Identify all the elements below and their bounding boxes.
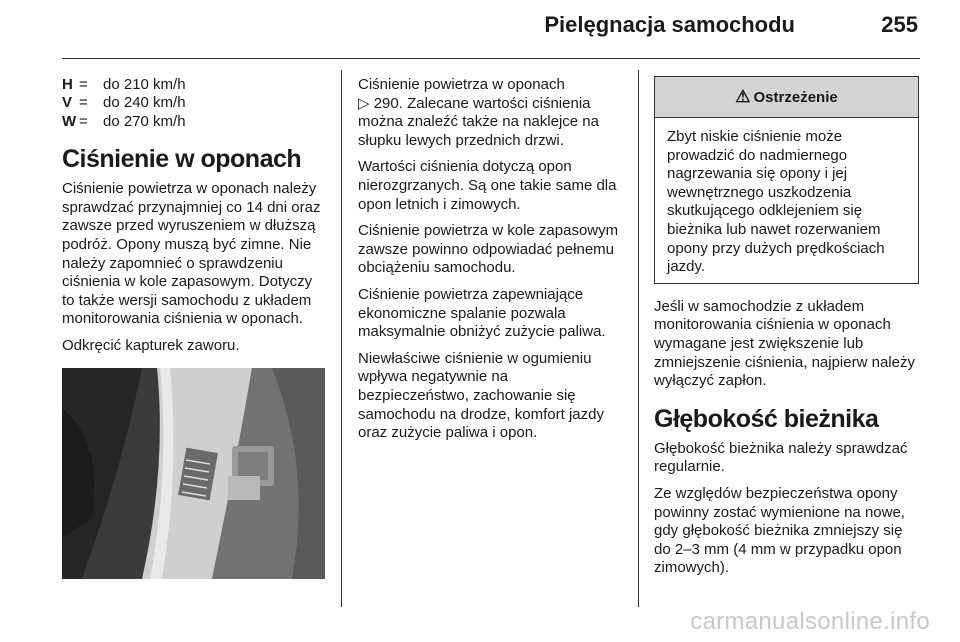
speed-letter: V <box>62 94 73 112</box>
paragraph: Ciśnienie powietrza w kole zapasowym zawsze powinno odpowiadać pełnemu obciążeniu samochodu. <box>358 222 619 277</box>
paragraph: Ze względów bezpieczeństwa opony powinny zostać wymienione na nowe, gdy głębokość bieżnika zmniejszy się do 2–3 mm (4 mm w przypadku opon zimowych). <box>654 484 905 577</box>
page-reference-text: 290. Zalecane wartości ciśnienia można znaleźć także na naklejce na słupku lewych przednich drzwi. <box>358 94 599 149</box>
paragraph: Odkręcić kapturek zaworu. <box>62 336 240 354</box>
paragraph: Głębokość bieżnika należy sprawdzać regularnie. <box>654 439 908 476</box>
column-3 <box>654 76 919 586</box>
paragraph <box>358 76 623 150</box>
speed-row <box>62 113 327 131</box>
paragraph: Ciśnienie powietrza zapewniające ekonomiczne spalanie pozwala maksymalnie obniżyć zużycie paliwa. <box>358 285 606 341</box>
equals-sign: = <box>79 94 88 112</box>
warning-text: Zbyt niskie ciśnienie może prowadzić do nadmiernego nagrzewania się opony i jej wewnętrznego uszkodzenia skutkującego odklejeniem się bieżnika lub nawet rozerwaniem opony przy dużych prędkościach jazdy. <box>667 128 885 276</box>
warning-body <box>655 118 918 283</box>
paragraph: Niewłaściwe ciśnienie w ogumieniu wpływa negatywnie na bezpieczeństwo, zachowanie się samochodu na drodze, komfort jazdy oraz zużycie paliwa i opon. <box>358 349 604 442</box>
warning-title: Ostrzeżenie <box>753 88 838 106</box>
speed-value: do 240 km/h <box>103 94 186 112</box>
section-heading-tread-depth: Głębokość bieżnika <box>654 404 879 433</box>
section-heading-tire-pressure: Ciśnienie w oponach <box>62 145 302 174</box>
column-divider-right <box>638 70 639 607</box>
warning-box <box>654 76 919 284</box>
page-number: 255 <box>881 12 918 37</box>
watermark: carmanualsonline.info <box>690 608 930 635</box>
equals-sign: = <box>79 112 88 130</box>
paragraph: Wartości ciśnienia dotyczą opon nierozgrzanych. Są one takie same dla opon letnich i zimowych. <box>358 158 617 213</box>
door-pillar-sticker-photo <box>62 368 325 579</box>
column-2 <box>358 76 623 451</box>
paragraph: Jeśli w samochodzie z układem monitorowania ciśnienia w oponach wymagane jest zwiększenie lub zmniejszenie ciśnienia, najpierw należy wyłączyć zapłon. <box>654 297 915 390</box>
column-1 <box>62 76 327 579</box>
header-rule <box>62 58 920 59</box>
warning-header <box>655 77 918 118</box>
column-divider-left <box>341 70 342 607</box>
speed-value: do 270 km/h <box>103 112 186 130</box>
warning-triangle-icon: ⚠ <box>735 87 751 106</box>
speed-value: do 210 km/h <box>103 76 186 93</box>
speed-row <box>62 94 327 112</box>
equals-sign: = <box>79 76 88 93</box>
door-pillar-illustration <box>62 368 325 579</box>
paragraph-text: Ciśnienie powietrza w oponach <box>358 76 565 93</box>
speed-letter: W <box>62 112 77 130</box>
chapter-title: Pielęgnacja samochodu <box>544 12 795 37</box>
speed-letter: H <box>62 76 73 93</box>
paragraph: Ciśnienie powietrza w oponach należy sprawdzać przynajmniej co 14 dni oraz zawsze przed wyruszeniem w dłuższą podróż. Opony muszą być zimne. Nie należy zapomnieć o sprawdzeniu ciśnienia w kole zapasowym. Dotyczy to także wersji samochodu z układem monitorowania ciśnienia w oponach. <box>62 180 321 328</box>
speed-row <box>62 76 327 94</box>
page-reference-icon[interactable]: ▷ <box>358 94 370 112</box>
speed-rating-table <box>62 76 327 131</box>
